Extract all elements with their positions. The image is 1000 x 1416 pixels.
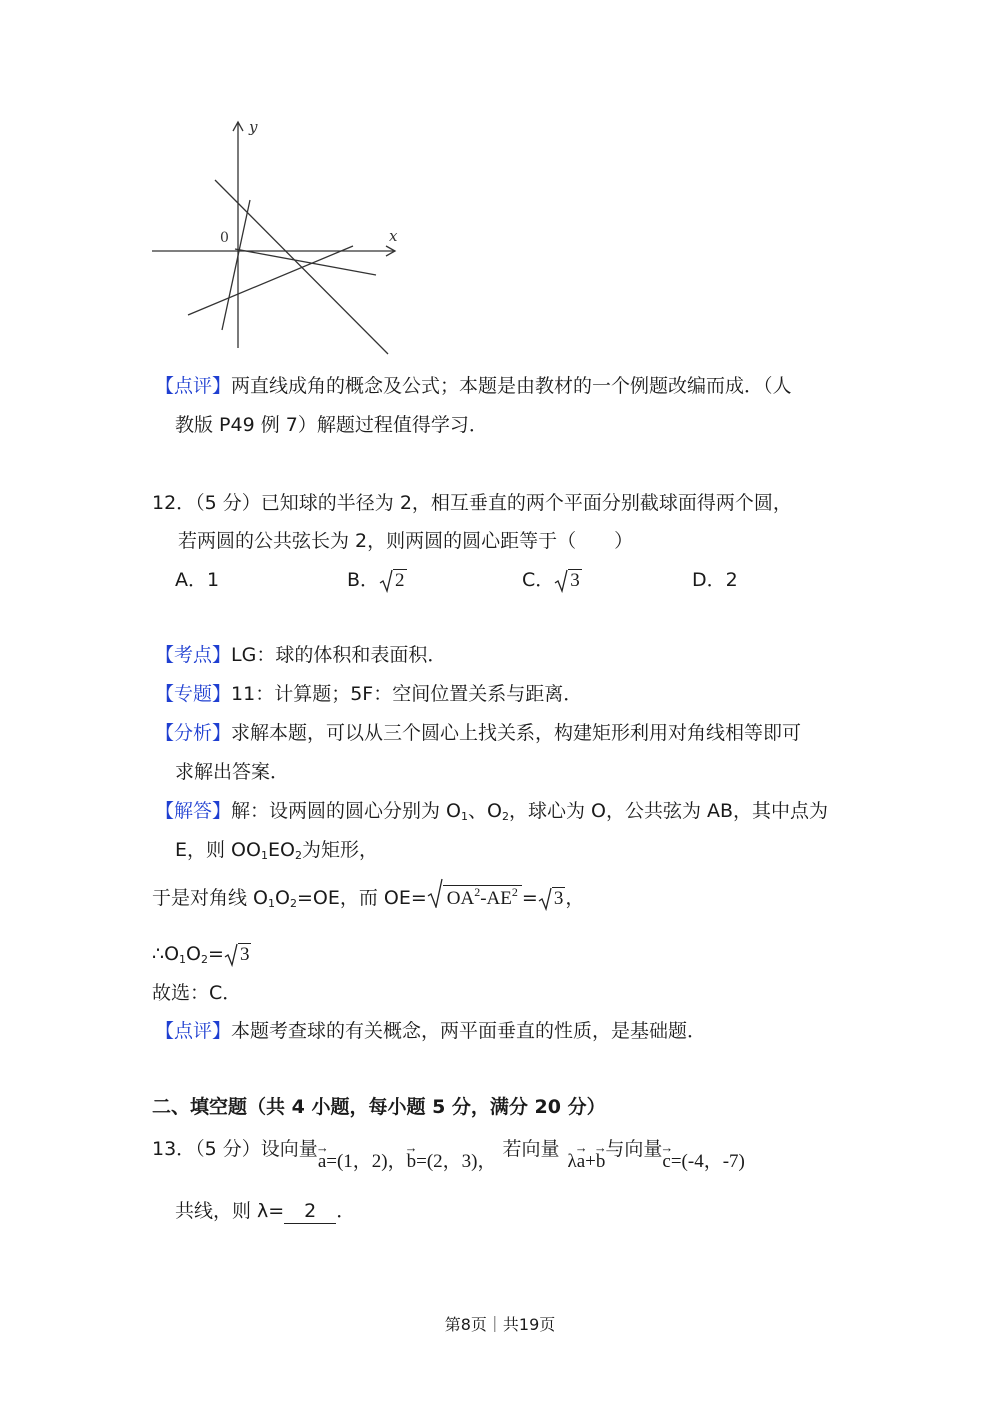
section-heading: 二、填空题（共 4 小题，每小题 5 分，满分 20 分） <box>152 1096 606 1118</box>
c-value: =(-4，-7) <box>670 1151 745 1172</box>
vec-a: → a <box>318 1150 326 1174</box>
oa-text: OA <box>446 888 475 909</box>
radical-sign <box>427 878 443 908</box>
ae-text: -AE <box>480 888 512 909</box>
therefore-value: 3 <box>239 944 250 965</box>
q13-mid: 若向量 <box>502 1138 560 1160</box>
superscript-2: 2 <box>511 885 518 899</box>
diag-text-b: O <box>275 887 290 909</box>
kaodian-text: LG：球的体积和表面积． <box>231 644 447 666</box>
subscript-2: 2 <box>294 849 302 862</box>
q11-comment-line1 <box>155 374 792 398</box>
kaodian-line <box>155 643 446 667</box>
fenxi-tag: 【分析】 <box>155 722 232 744</box>
option-c-label: C． <box>522 569 555 591</box>
vec-b-2: → b <box>596 1150 606 1174</box>
jieda-text2c: 为矩形， <box>301 839 378 861</box>
vec-b: → b <box>407 1150 417 1174</box>
result-value: 3 <box>553 888 564 909</box>
jieda-text1c: ，球心为 O，公共弦为 AB，其中点为 <box>508 800 829 822</box>
jieda-text2a: E，则 OO <box>175 839 261 861</box>
q12-option-c <box>522 568 582 593</box>
choice-line: 故选：C． <box>152 982 242 1004</box>
radical-sign <box>538 887 552 911</box>
q11-comment-tag: 【点评】 <box>155 375 232 397</box>
jieda-tag: 【解答】 <box>155 800 232 822</box>
q13-num: 13．（5 分）设向量 <box>152 1138 318 1160</box>
q13-with: 与向量 <box>605 1138 663 1160</box>
q12-comment-line <box>155 1019 706 1043</box>
equals: = <box>521 887 538 909</box>
radical-sign <box>224 943 238 967</box>
zhuanti-line <box>155 682 582 706</box>
vec-a-expr <box>318 1151 497 1172</box>
plus: + <box>585 1151 596 1172</box>
superscript-2: 2 <box>474 885 481 899</box>
lambda-expr <box>568 1151 606 1172</box>
option-c-value: 3 <box>570 570 580 591</box>
a-value: =(1，2)， <box>326 1151 407 1172</box>
q13-line2-a: 共线，则 λ= <box>175 1200 285 1222</box>
jieda-text1a: 解：设两圆的圆心分别为 O <box>231 800 462 822</box>
subscript-1: 1 <box>179 953 187 966</box>
lambda: λ <box>567 1151 577 1172</box>
q13-line2 <box>175 1199 355 1224</box>
zhuanti-tag: 【专题】 <box>155 683 232 705</box>
axis-y-label: y <box>249 118 258 136</box>
kaodian-tag: 【考点】 <box>155 644 232 666</box>
b-value: =(2，3)， <box>416 1151 497 1172</box>
diagonal-line <box>152 880 584 916</box>
jieda-line2 <box>175 838 378 868</box>
line-2 <box>222 200 250 330</box>
therefore-c: = <box>208 943 224 965</box>
q12-option-b <box>347 568 407 593</box>
page-footer: 第8页｜共19页 <box>444 1315 556 1334</box>
sqrt-oa-ae <box>427 880 522 911</box>
q12-stem-line1: 12．（5 分）已知球的半径为 2，相互垂直的两个平面分别截球面得两个圆， <box>152 492 792 514</box>
q12-option-d: D．2 <box>692 569 738 591</box>
line-4 <box>188 246 353 315</box>
q12-option-a: A．1 <box>175 569 220 591</box>
option-b-label: B． <box>347 569 380 591</box>
subscript-2: 2 <box>289 897 297 910</box>
therefore-line <box>152 942 251 972</box>
vec-a-2: → a <box>577 1150 585 1174</box>
fenxi-line2: 求解出答案． <box>175 761 290 783</box>
radical-sign <box>554 569 568 593</box>
therefore-a: ∴O <box>152 943 180 965</box>
fenxi-line1 <box>155 721 801 745</box>
radical-sign <box>379 569 393 593</box>
option-b-value: 2 <box>395 570 405 591</box>
q11-comment-text1: 两直线成角的概念及公式；本题是由教材的一个例题改编而成．（人 <box>231 375 792 397</box>
subscript-1: 1 <box>461 810 469 823</box>
axis-x-label: x <box>389 227 398 245</box>
q13-line1 <box>152 1137 745 1172</box>
fenxi-text1: 求解本题，可以从三个圆心上找关系，构建矩形利用对角线相等即可 <box>231 722 802 744</box>
diag-text-a: 于是对角线 O <box>152 887 268 909</box>
zhuanti-text: 11：计算题；5F：空间位置关系与距离． <box>231 683 583 705</box>
q11-comment-line2: 教版 P49 例 7）解题过程值得学习． <box>175 414 488 436</box>
sqrt-3-final <box>224 943 252 967</box>
jieda-text2b: EO <box>267 839 295 861</box>
jieda-text1b: 、O <box>468 800 502 822</box>
q12-stem-line2: 若两圆的公共弦长为 2，则两圆的圆心距等于（ ） <box>178 530 634 552</box>
diag-text-c: =OE，而 OE= <box>296 887 427 909</box>
vec-c-expr <box>662 1151 744 1172</box>
subscript-2: 2 <box>201 953 209 966</box>
sqrt-2 <box>379 569 407 593</box>
trailing-comma: ， <box>565 887 585 909</box>
therefore-b: O <box>186 943 202 965</box>
origin-label: 0 <box>220 230 229 246</box>
sqrt-3-result <box>538 887 566 911</box>
answer-blank: 2 <box>284 1199 336 1224</box>
q13-line2-b: ． <box>336 1200 356 1222</box>
subscript-1: 1 <box>268 897 275 910</box>
q12-comment-tag: 【点评】 <box>155 1020 232 1042</box>
subscript-2: 2 <box>501 810 509 823</box>
radicand-oa-ae <box>443 885 522 909</box>
vec-c: → c <box>662 1150 670 1174</box>
q12-comment-text: 本题考查球的有关概念，两平面垂直的性质，是基础题． <box>231 1020 707 1042</box>
sqrt-3 <box>554 569 582 593</box>
subscript-1: 1 <box>260 849 268 862</box>
lines-figure <box>140 110 410 360</box>
jieda-line1 <box>155 799 828 829</box>
